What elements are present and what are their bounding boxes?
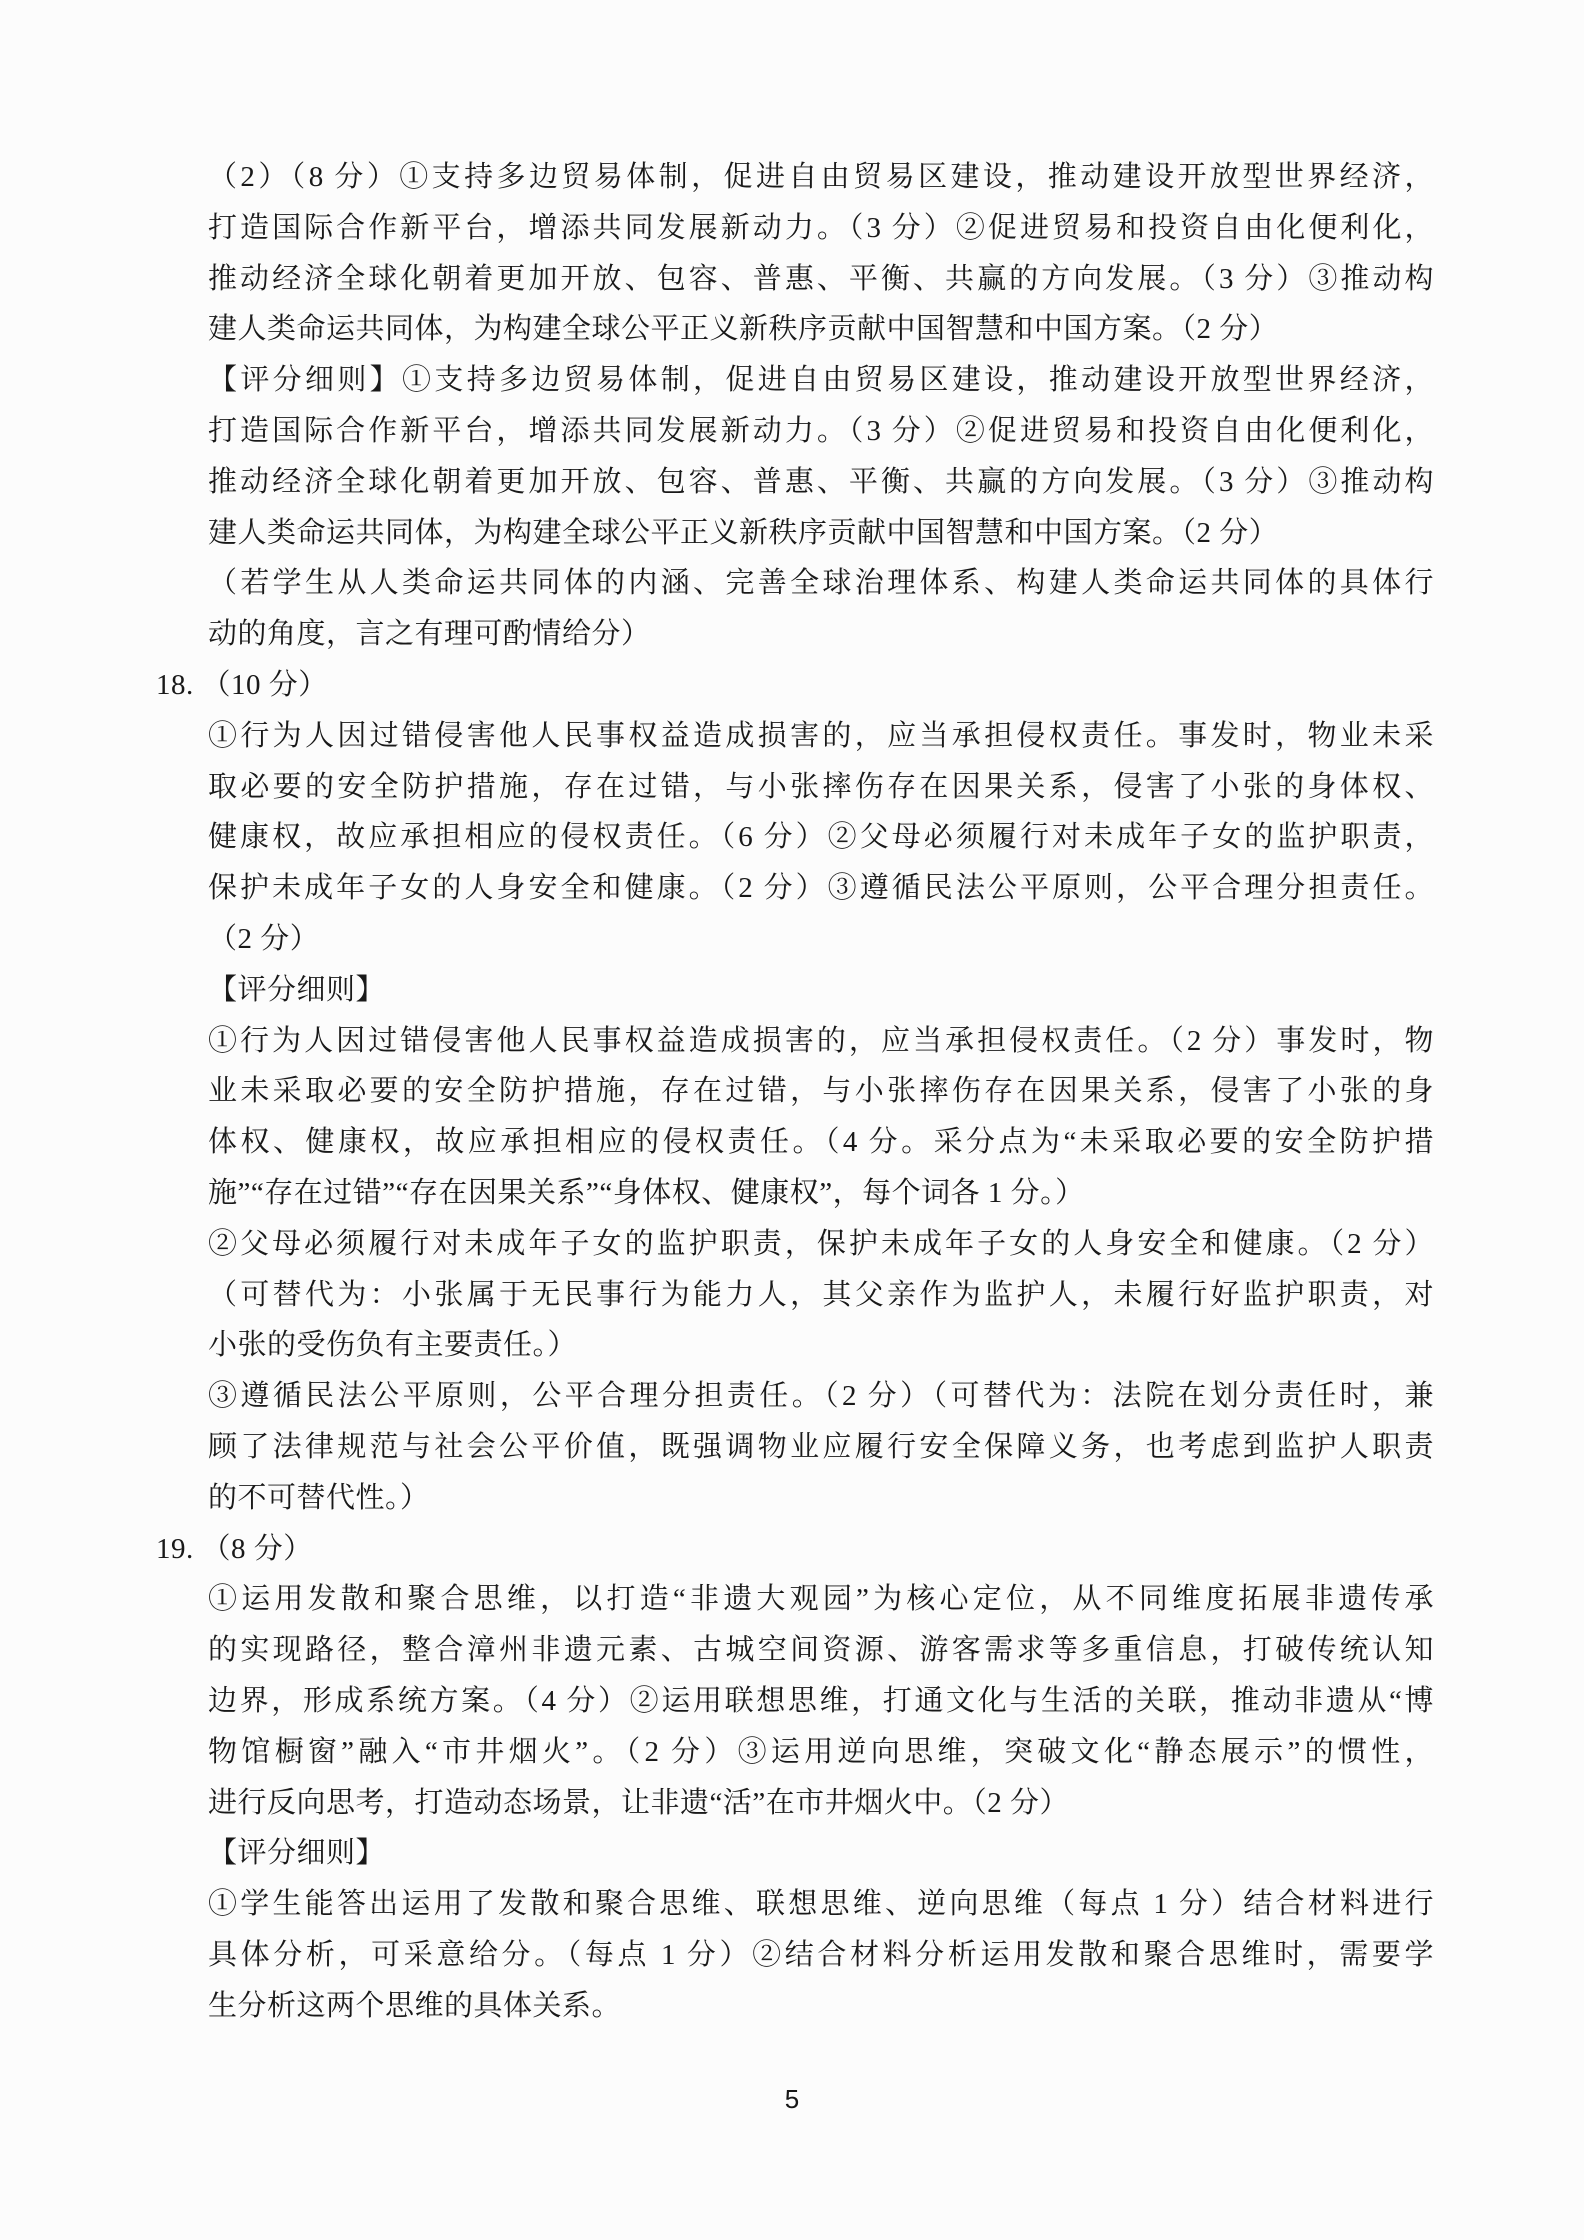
text-line: 施”“存在过错”“存在因果关系”“身体权、健康权”，每个词各 1 分。） — [208, 1176, 1085, 1209]
text-line: ①学生能答出运用了发散和聚合思维、联想思维、逆向思维（每点 1 分）结合材料进行 — [208, 1888, 1434, 1921]
text-line: 18. （10 分） — [156, 668, 328, 701]
text-line: （2）（8 分）①支持多边贸易体制，促进自由贸易区建设，推动建设开放型世界经济， — [208, 161, 1434, 193]
text-line: 保护未成年子女的人身安全和健康。（2 分）③遵循民法公平原则，公平合理分担责任。 — [208, 872, 1434, 905]
text-line: 健康权，故应承担相应的侵权责任。（6 分）②父母必须履行对未成年子女的监护职责， — [208, 821, 1434, 854]
document-body — [156, 152, 1434, 2031]
text-line: 的不可替代性。） — [208, 1481, 430, 1514]
text-line: 生分析这两个思维的具体关系。 — [208, 1989, 622, 2022]
text-line: 业未采取必要的安全防护措施，存在过错，与小张摔伤存在因果关系，侵害了小张的身 — [208, 1075, 1434, 1108]
page-footer — [0, 2082, 1584, 2116]
answer-2-continuation-block — [208, 152, 1434, 660]
text-line: 体权、健康权，故应承担相应的侵权责任。（4 分。采分点为“未采取必要的安全防护措 — [208, 1126, 1434, 1159]
text-line: 【评分细则】①支持多边贸易体制，促进自由贸易区建设，推动建设开放型世界经济， — [208, 364, 1434, 397]
text-line: 取必要的安全防护措施，存在过错，与小张摔伤存在因果关系，侵害了小张的身体权、 — [208, 770, 1434, 803]
text-line: ③遵循民法公平原则，公平合理分担责任。（2 分）（可替代为：法院在划分责任时，兼 — [208, 1380, 1434, 1413]
text-line: 19. （8 分） — [156, 1532, 313, 1565]
text-line: 【评分细则】 — [208, 973, 386, 1006]
text-line: ①行为人因过错侵害他人民事权益造成损害的，应当承担侵权责任。（2 分）事发时，物 — [208, 1024, 1434, 1057]
question-18-answer-block — [156, 660, 1434, 1524]
text-line: 小张的受伤负有主要责任。） — [208, 1329, 578, 1362]
text-line: 物馆橱窗”融入“市井烟火”。（2 分）③运用逆向思维，突破文化“静态展示”的惯性， — [208, 1735, 1434, 1768]
text-line: 顾了法律规范与社会公平价值，既强调物业应履行安全保障义务，也考虑到监护人职责 — [208, 1430, 1434, 1463]
text-line: ①行为人因过错侵害他人民事权益造成损害的，应当承担侵权责任。事发时，物业未采 — [208, 719, 1434, 752]
text-line: 【评分细则】 — [208, 1837, 386, 1870]
text-line: 推动经济全球化朝着更加开放、包容、普惠、平衡、共赢的方向发展。（3 分）③推动构 — [208, 465, 1434, 498]
text-line: （2 分） — [208, 922, 320, 955]
text-line: 打造国际合作新平台，增添共同发展新动力。（3 分）②促进贸易和投资自由化便利化， — [208, 414, 1434, 447]
text-line: ②父母必须履行对未成年子女的监护职责，保护未成年子女的人身安全和健康。（2 分） — [208, 1227, 1434, 1260]
question-19-answer-block — [156, 1524, 1434, 2032]
text-line: 具体分析，可采意给分。（每点 1 分）②结合材料分析运用发散和聚合思维时，需要学 — [208, 1938, 1434, 1971]
text-line: ①运用发散和聚合思维，以打造“非遗大观园”为核心定位，从不同维度拓展非遗传承 — [208, 1583, 1434, 1616]
text-line: （若学生从人类命运共同体的内涵、完善全球治理体系、构建人类命运共同体的具体行 — [208, 567, 1434, 600]
text-line: 动的角度，言之有理可酌情给分） — [208, 618, 651, 651]
text-line: 推动经济全球化朝着更加开放、包容、普惠、平衡、共赢的方向发展。（3 分）③推动构 — [208, 262, 1434, 295]
page-number: 5 — [784, 2084, 800, 2114]
text-line: 建人类命运共同体，为构建全球公平正义新秩序贡献中国智慧和中国方案。（2 分） — [208, 516, 1279, 549]
text-line: 的实现路径，整合漳州非遗元素、古城空间资源、游客需求等多重信息，打破传统认知 — [208, 1634, 1434, 1667]
text-line: 打造国际合作新平台，增添共同发展新动力。（3 分）②促进贸易和投资自由化便利化， — [208, 211, 1434, 244]
text-line: 进行反向思考，打造动态场景，让非遗“活”在市井烟火中。（2 分） — [208, 1786, 1069, 1819]
text-line: 建人类命运共同体，为构建全球公平正义新秩序贡献中国智慧和中国方案。（2 分） — [208, 313, 1279, 346]
text-line: （可替代为：小张属于无民事行为能力人，其父亲作为监护人，未履行好监护职责，对 — [208, 1278, 1434, 1311]
text-line: 边界，形成系统方案。（4 分）②运用联想思维，打通文化与生活的关联，推动非遗从“博 — [208, 1684, 1434, 1717]
